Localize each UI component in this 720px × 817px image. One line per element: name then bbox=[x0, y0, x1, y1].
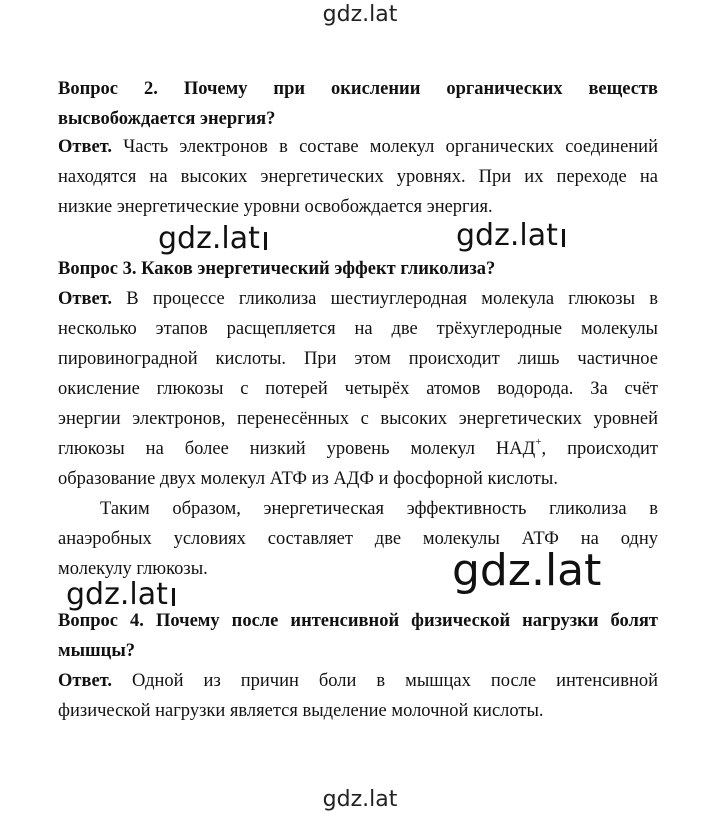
answer-text: В процессе гликолиза шестиуглеродная молекула глюкозы в bbox=[126, 289, 658, 309]
watermark-middle-right bbox=[456, 218, 565, 253]
question-text: Почему после интенсивной физической нагрузки болят bbox=[155, 611, 659, 631]
question-text: Каков энергетический эффект гликолиза? bbox=[141, 259, 496, 279]
answer-4 bbox=[58, 666, 658, 726]
answer-line: молекулу глюкозы. bbox=[58, 559, 208, 579]
watermark-bottom: gdz.lat bbox=[322, 787, 398, 812]
question-4 bbox=[58, 606, 658, 666]
answer-text: Одной из причин боли в мышцах после интенсивной bbox=[132, 671, 658, 691]
question-line bbox=[58, 254, 658, 284]
answer-line: энергии электронов, перенесённых с высоких энергетических уровней bbox=[58, 409, 658, 429]
answer-3 bbox=[58, 284, 658, 584]
watermark-bar bbox=[172, 588, 175, 606]
question-3 bbox=[58, 254, 658, 284]
question-text: мышцы? bbox=[58, 641, 136, 661]
answer-line: физической нагрузки является выделение молочной кислоты. bbox=[58, 701, 544, 721]
question-line bbox=[58, 606, 658, 636]
question-label: Вопрос 2. bbox=[58, 79, 158, 99]
answer-line: Таким образом, энергетическая эффективность гликолиза в bbox=[100, 499, 658, 519]
answer-text: , происходит bbox=[541, 439, 658, 459]
answer-line bbox=[58, 666, 658, 696]
question-line bbox=[58, 74, 658, 104]
question-label: Вопрос 4. bbox=[58, 611, 144, 631]
watermark-bar bbox=[264, 232, 267, 250]
answer-label: Ответ. bbox=[58, 671, 113, 691]
answer-line: окисление глюкозы с потерей четырёх атомов водорода. За счёт bbox=[58, 379, 658, 399]
question-line bbox=[58, 636, 658, 666]
answer-line: образование двух молекул АТФ из АДФ и фосфорной кислоты. bbox=[58, 469, 558, 489]
answer-2 bbox=[58, 132, 658, 222]
answer-label: Ответ. bbox=[58, 289, 113, 309]
answer-line: пировиноградной кислоты. При этом происходит лишь частичное bbox=[58, 349, 658, 369]
answer-label: Ответ. bbox=[58, 137, 113, 157]
answer-line: находятся на высоких энергетических уровнях. При их переходе на bbox=[58, 167, 658, 187]
watermark-large: gdz.lat bbox=[452, 545, 602, 596]
answer-line bbox=[58, 434, 658, 464]
watermark-top: gdz.lat bbox=[322, 2, 398, 27]
watermark-bar bbox=[562, 229, 565, 247]
watermark-text: gdz.lat bbox=[66, 577, 168, 612]
question-label: Вопрос 3. bbox=[58, 259, 137, 279]
watermark-text: gdz.lat bbox=[158, 221, 260, 256]
question-text: высвобождается энергия? bbox=[58, 109, 276, 129]
watermark-middle-left bbox=[158, 221, 267, 256]
answer-line bbox=[58, 284, 658, 314]
watermark-text: gdz.lat bbox=[456, 218, 558, 253]
question-2 bbox=[58, 74, 658, 134]
answer-line bbox=[58, 132, 658, 162]
answer-line: несколько этапов расщепляется на две трёхуглеродные молекулы bbox=[58, 319, 658, 339]
question-text: Почему при окислении органических веществ bbox=[183, 79, 658, 99]
answer-text: Часть электронов в составе молекул органических соединений bbox=[123, 137, 658, 157]
superscript-plus: + bbox=[535, 436, 542, 448]
question-line bbox=[58, 104, 658, 134]
answer-line: низкие энергетические уровни освобождается энергия. bbox=[58, 197, 493, 217]
answer-text: глюкозы на более низкий уровень молекул НАД bbox=[58, 439, 536, 459]
answer-line: анаэробных условиях составляет две молекулы АТФ на одну bbox=[58, 529, 658, 549]
